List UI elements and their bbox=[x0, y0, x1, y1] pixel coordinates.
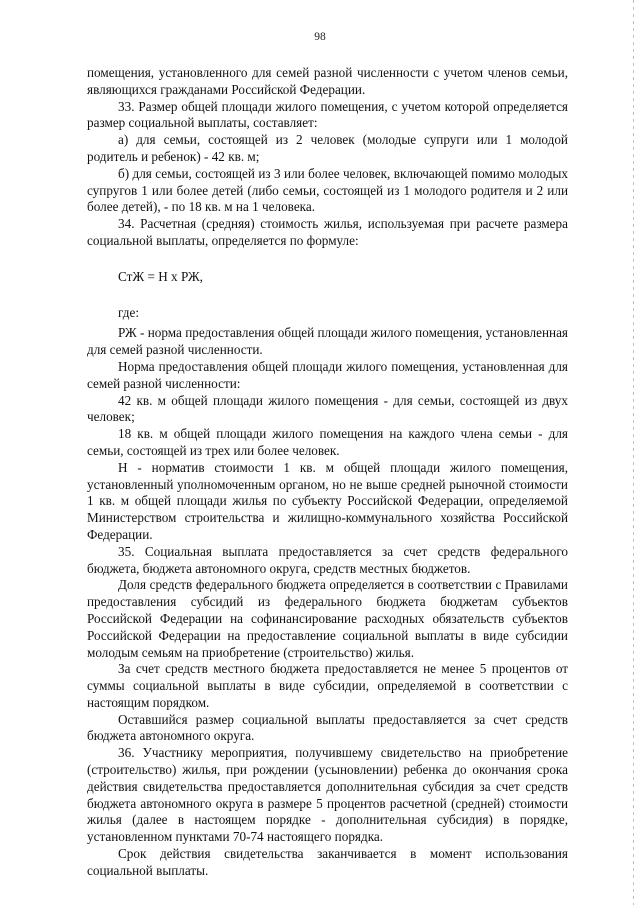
document-body bbox=[87, 65, 568, 880]
paragraph-local-share: За счет средств местного бюджета предоставляется не менее 5 процентов от суммы социальной выплаты в виде субсидии, определяемой в соответствии с настоящим порядком. bbox=[87, 661, 568, 710]
paragraph-continuation: помещения, установленного для семей разной численности с учетом членов семьи, являющихся гражданами Российской Федерации. bbox=[87, 65, 568, 97]
paragraph-item-33-a: а) для семьи, состоящей из 2 человек (молодые супруги или 1 молодой родитель и ребенок) - 42 кв. м; bbox=[87, 132, 568, 164]
paragraph-regional-share: Оставшийся размер социальной выплаты предоставляется за счет средств бюджета автономного округа. bbox=[87, 711, 568, 744]
paragraph-item-33-b: б) для семьи, состоящей из 3 или более человек, включающей помимо молодых супругов 1 или более детей (либо семьи, состоящей из 1 молодого родителя и 2 или более детей), - по 18 кв. м на 1 человека. bbox=[87, 165, 568, 215]
paragraph-item-33: 33. Размер общей площади жилого помещения, с учетом которой определяется размер социальной выплаты, составляет: bbox=[87, 98, 568, 131]
paragraph-item-36: 36. Участнику мероприятия, получившему свидетельство на приобретение (строительство) жилья, при рождении (усыновлении) ребенка до окончания срока действия свидетельства предоставляется дополнительная субсидия за счет средств бюджета автономного округа в размере 5 процентов расчетной (средней) стоимости жилья (далее в настоящем порядке - дополнительная субсидия) в порядке, установленном пунктами 70-74 настоящего порядка. bbox=[87, 745, 568, 845]
paragraph-item-34: 34. Расчетная (средняя) стоимость жилья, используемая при расчете размера социальной выплаты, определяется по формуле: bbox=[87, 216, 568, 248]
paragraph-rzh-definition: РЖ - норма предоставления общей площади жилого помещения, установленная для семей разной численности. bbox=[87, 325, 568, 358]
paragraph-norm-42: 42 кв. м общей площади жилого помещения - для семьи, состоящей из двух человек; bbox=[87, 392, 568, 425]
paragraph-item-35: 35. Социальная выплата предоставляется за счет средств федерального бюджета, бюджета автономного округа, средств местных бюджетов. bbox=[87, 543, 568, 576]
page-number: 98 bbox=[314, 31, 326, 43]
scan-edge-line bbox=[633, 0, 634, 905]
paragraph-n-definition: Н - норматив стоимости 1 кв. м общей площади жилого помещения, установленный уполномоченным органом, но не выше средней рыночной стоимости 1 кв. м общей площади жилья по субъекту Российской Федерации, определяемой Министерством строительства и жилищно-коммунального хозяйства Российской Федерации. bbox=[87, 459, 568, 542]
paragraph-norm-intro: Норма предоставления общей площади жилого помещения, установленная для семей разной численности: bbox=[87, 358, 568, 391]
paragraph-certificate-term: Срок действия свидетельства заканчивается в момент использования социальной выплаты. bbox=[87, 846, 568, 878]
paragraph-federal-share: Доля средств федерального бюджета определяется в соответствии с Правилами предоставления субсидий из федерального бюджета бюджетам субъектов Российской Федерации на софинансирование расходных обязательств субъектов Российской Федерации на предоставление социальной выплаты в виде субсидии молодым семьям на приобретение (строительство) жилья. bbox=[87, 577, 568, 660]
formula: СтЖ = Н х РЖ, bbox=[118, 268, 203, 284]
formula-where: где: bbox=[118, 304, 139, 320]
paragraph-norm-18: 18 кв. м общей площади жилого помещения на каждого члена семьи - для семьи, состоящей из трех или более человек. bbox=[87, 426, 568, 458]
